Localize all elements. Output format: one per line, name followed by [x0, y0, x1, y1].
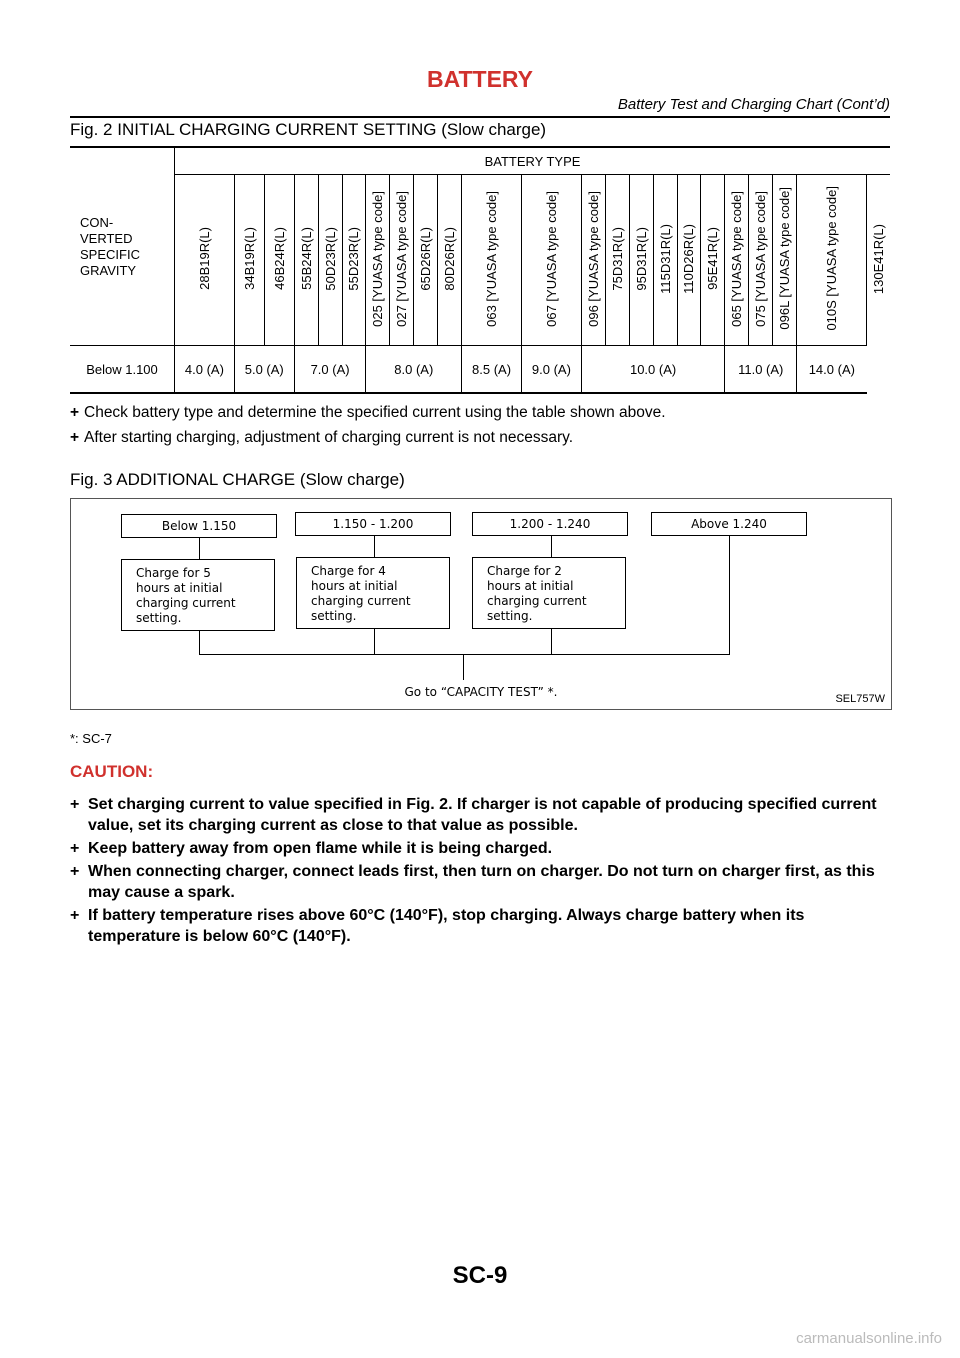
- instruction-item: [70, 404, 666, 429]
- battery-type-cell: [629, 175, 653, 346]
- figure-code: SEL757W: [835, 693, 885, 705]
- current-value: 11.0 (A): [725, 346, 797, 394]
- battery-type-label: 010S [YUASA type code]: [824, 186, 840, 331]
- gravity-label-line: CON-: [80, 214, 114, 230]
- battery-type-label: 34B19R(L): [241, 227, 257, 290]
- connector-line: [374, 536, 375, 557]
- footnote: *: SC-7: [70, 731, 112, 746]
- battery-type-cell: [342, 175, 366, 346]
- connector-line: [551, 536, 552, 557]
- page-number: SC-9: [452, 1262, 508, 1289]
- caution-item: [70, 794, 892, 836]
- fig3-title: Fig. 3 ADDITIONAL CHARGE (Slow charge): [70, 470, 405, 489]
- section-title: BATTERY: [426, 66, 534, 92]
- action-line: setting.: [136, 611, 182, 625]
- battery-type-cell: [521, 175, 581, 346]
- action-line: Charge for 4: [311, 564, 386, 578]
- action-box-4h: [296, 557, 450, 629]
- caution-label: CAUTION:: [70, 762, 154, 781]
- caution-text: Set charging current to value specified in Fig. 2. If charger is not capable of producing specified current value, set its charging current as close to that value as possible.: [88, 796, 877, 834]
- current-value: 9.0 (A): [521, 346, 581, 394]
- current-value: 10.0 (A): [581, 346, 725, 394]
- battery-type-label: 067 [YUASA type code]: [543, 190, 559, 327]
- range-box-below-1150: Below 1.150: [121, 514, 277, 538]
- battery-type-label: 096L [YUASA type code]: [777, 187, 793, 330]
- battery-type-cell: [390, 175, 414, 346]
- gravity-label-line: VERTED: [80, 230, 133, 246]
- action-line: hours at initial: [311, 579, 398, 593]
- bullet-icon: +: [70, 840, 80, 857]
- battery-type-label: 95E41R(L): [705, 227, 721, 290]
- charging-current-table: [70, 146, 890, 394]
- battery-type-cell: [797, 175, 867, 346]
- caution-text: If battery temperature rises above 60°C (140°F), stop charging. Always charge battery when its temperature is below 60°C (140°F).: [88, 907, 805, 945]
- action-line: setting.: [487, 609, 533, 623]
- battery-type-label: 50D23R(L): [322, 226, 338, 291]
- battery-type-label: 130E41R(L): [871, 223, 887, 294]
- current-value: 5.0 (A): [234, 346, 294, 394]
- battery-type-label: 025 [YUASA type code]: [370, 190, 386, 327]
- connector-line: [729, 536, 730, 654]
- gravity-label-line: GRAVITY: [80, 262, 137, 278]
- current-value: 14.0 (A): [797, 346, 867, 394]
- merge-line: [199, 654, 730, 655]
- caution-text: When connecting charger, connect leads first, then turn on charger. Do not turn on charger first, as this may cause a spark.: [88, 863, 875, 901]
- additional-charge-diagram: [70, 498, 892, 710]
- bullet-icon: +: [70, 404, 80, 421]
- battery-type-label: 115D31R(L): [657, 223, 673, 294]
- battery-type-cell: [867, 175, 890, 346]
- current-value: 4.0 (A): [175, 346, 235, 394]
- connector-line: [199, 538, 200, 559]
- battery-type-cell: [264, 175, 294, 346]
- battery-type-label: 063 [YUASA type code]: [484, 190, 500, 327]
- battery-type-label: 55B24R(L): [298, 227, 314, 290]
- battery-type-cell: [581, 175, 605, 346]
- battery-type-label: 027 [YUASA type code]: [394, 190, 410, 327]
- action-line: charging current: [311, 594, 411, 608]
- action-line: charging current: [136, 596, 236, 610]
- gravity-value: Below 1.100: [70, 346, 175, 394]
- bullet-icon: +: [70, 429, 80, 446]
- caution-item: [70, 838, 892, 859]
- battery-type-label: 110D26R(L): [681, 223, 697, 294]
- goto-capacity-test: Go to “CAPACITY TEST” *.: [404, 685, 558, 699]
- battery-type-label: 28B19R(L): [196, 227, 212, 290]
- action-line: Charge for 2: [487, 564, 562, 578]
- instruction-item: [70, 429, 666, 454]
- gravity-header: [70, 147, 175, 346]
- battery-type-label: 65D26R(L): [418, 226, 434, 291]
- section-subtitle: Battery Test and Charging Chart (Cont’d): [617, 96, 890, 113]
- battery-type-cell: [414, 175, 438, 346]
- battery-type-cell: [438, 175, 462, 346]
- connector-line: [199, 631, 200, 654]
- range-box-above-1240: Above 1.240: [651, 512, 807, 536]
- battery-type-cell: [653, 175, 677, 346]
- battery-type-label: 75D31R(L): [609, 226, 625, 291]
- instruction-text: After starting charging, adjustment of charging current is not necessary.: [84, 429, 574, 446]
- battery-type-cell: [677, 175, 701, 346]
- battery-type-label: 46B24R(L): [271, 227, 287, 290]
- caution-item: [70, 861, 892, 903]
- instruction-list: [70, 404, 666, 454]
- gravity-label-line: SPECIFIC: [80, 246, 140, 262]
- battery-type-cell: [773, 175, 797, 346]
- action-line: Charge for 5: [136, 566, 211, 580]
- battery-type-cell: [318, 175, 342, 346]
- current-value: 8.0 (A): [366, 346, 462, 394]
- caution-text: Keep battery away from open flame while it is being charged.: [88, 840, 553, 857]
- action-box-5h: [121, 559, 275, 631]
- bullet-icon: +: [70, 863, 80, 880]
- action-box-2h: [472, 557, 626, 629]
- action-line: charging current: [487, 594, 587, 608]
- caution-list: [70, 794, 892, 949]
- battery-type-cell: [294, 175, 318, 346]
- battery-type-cell: [701, 175, 725, 346]
- battery-type-cell: [175, 175, 235, 346]
- battery-type-label: 80D26R(L): [442, 226, 458, 291]
- battery-type-cell: [366, 175, 390, 346]
- watermark: carmanualsonline.info: [796, 1330, 942, 1347]
- battery-type-cell: [462, 175, 522, 346]
- current-value: 7.0 (A): [294, 346, 366, 394]
- connector-line: [374, 629, 375, 654]
- action-line: hours at initial: [136, 581, 223, 595]
- bullet-icon: +: [70, 907, 80, 924]
- connector-line: [463, 654, 464, 680]
- battery-type-label: 065 [YUASA type code]: [729, 190, 745, 327]
- battery-type-label: 096 [YUASA type code]: [585, 190, 601, 327]
- header-rule: [70, 116, 890, 118]
- action-line: setting.: [311, 609, 357, 623]
- bullet-icon: +: [70, 796, 80, 813]
- battery-type-cell: [605, 175, 629, 346]
- range-box-1150-1200: 1.150 - 1.200: [295, 512, 451, 536]
- connector-line: [551, 629, 552, 654]
- battery-type-cell: [725, 175, 749, 346]
- fig2-title: Fig. 2 INITIAL CHARGING CURRENT SETTING (Slow charge): [70, 120, 547, 139]
- action-line: hours at initial: [487, 579, 574, 593]
- battery-type-label: 55D23R(L): [346, 226, 362, 291]
- range-box-1200-1240: 1.200 - 1.240: [472, 512, 628, 536]
- battery-type-label: 95D31R(L): [633, 226, 649, 291]
- current-value: 8.5 (A): [462, 346, 522, 394]
- caution-item: [70, 905, 892, 947]
- battery-type-label: 075 [YUASA type code]: [753, 190, 769, 327]
- instruction-text: Check battery type and determine the specified current using the table shown above.: [84, 404, 666, 421]
- battery-type-cell: [749, 175, 773, 346]
- battery-type-cell: [234, 175, 264, 346]
- battery-type-header: BATTERY TYPE: [175, 147, 891, 175]
